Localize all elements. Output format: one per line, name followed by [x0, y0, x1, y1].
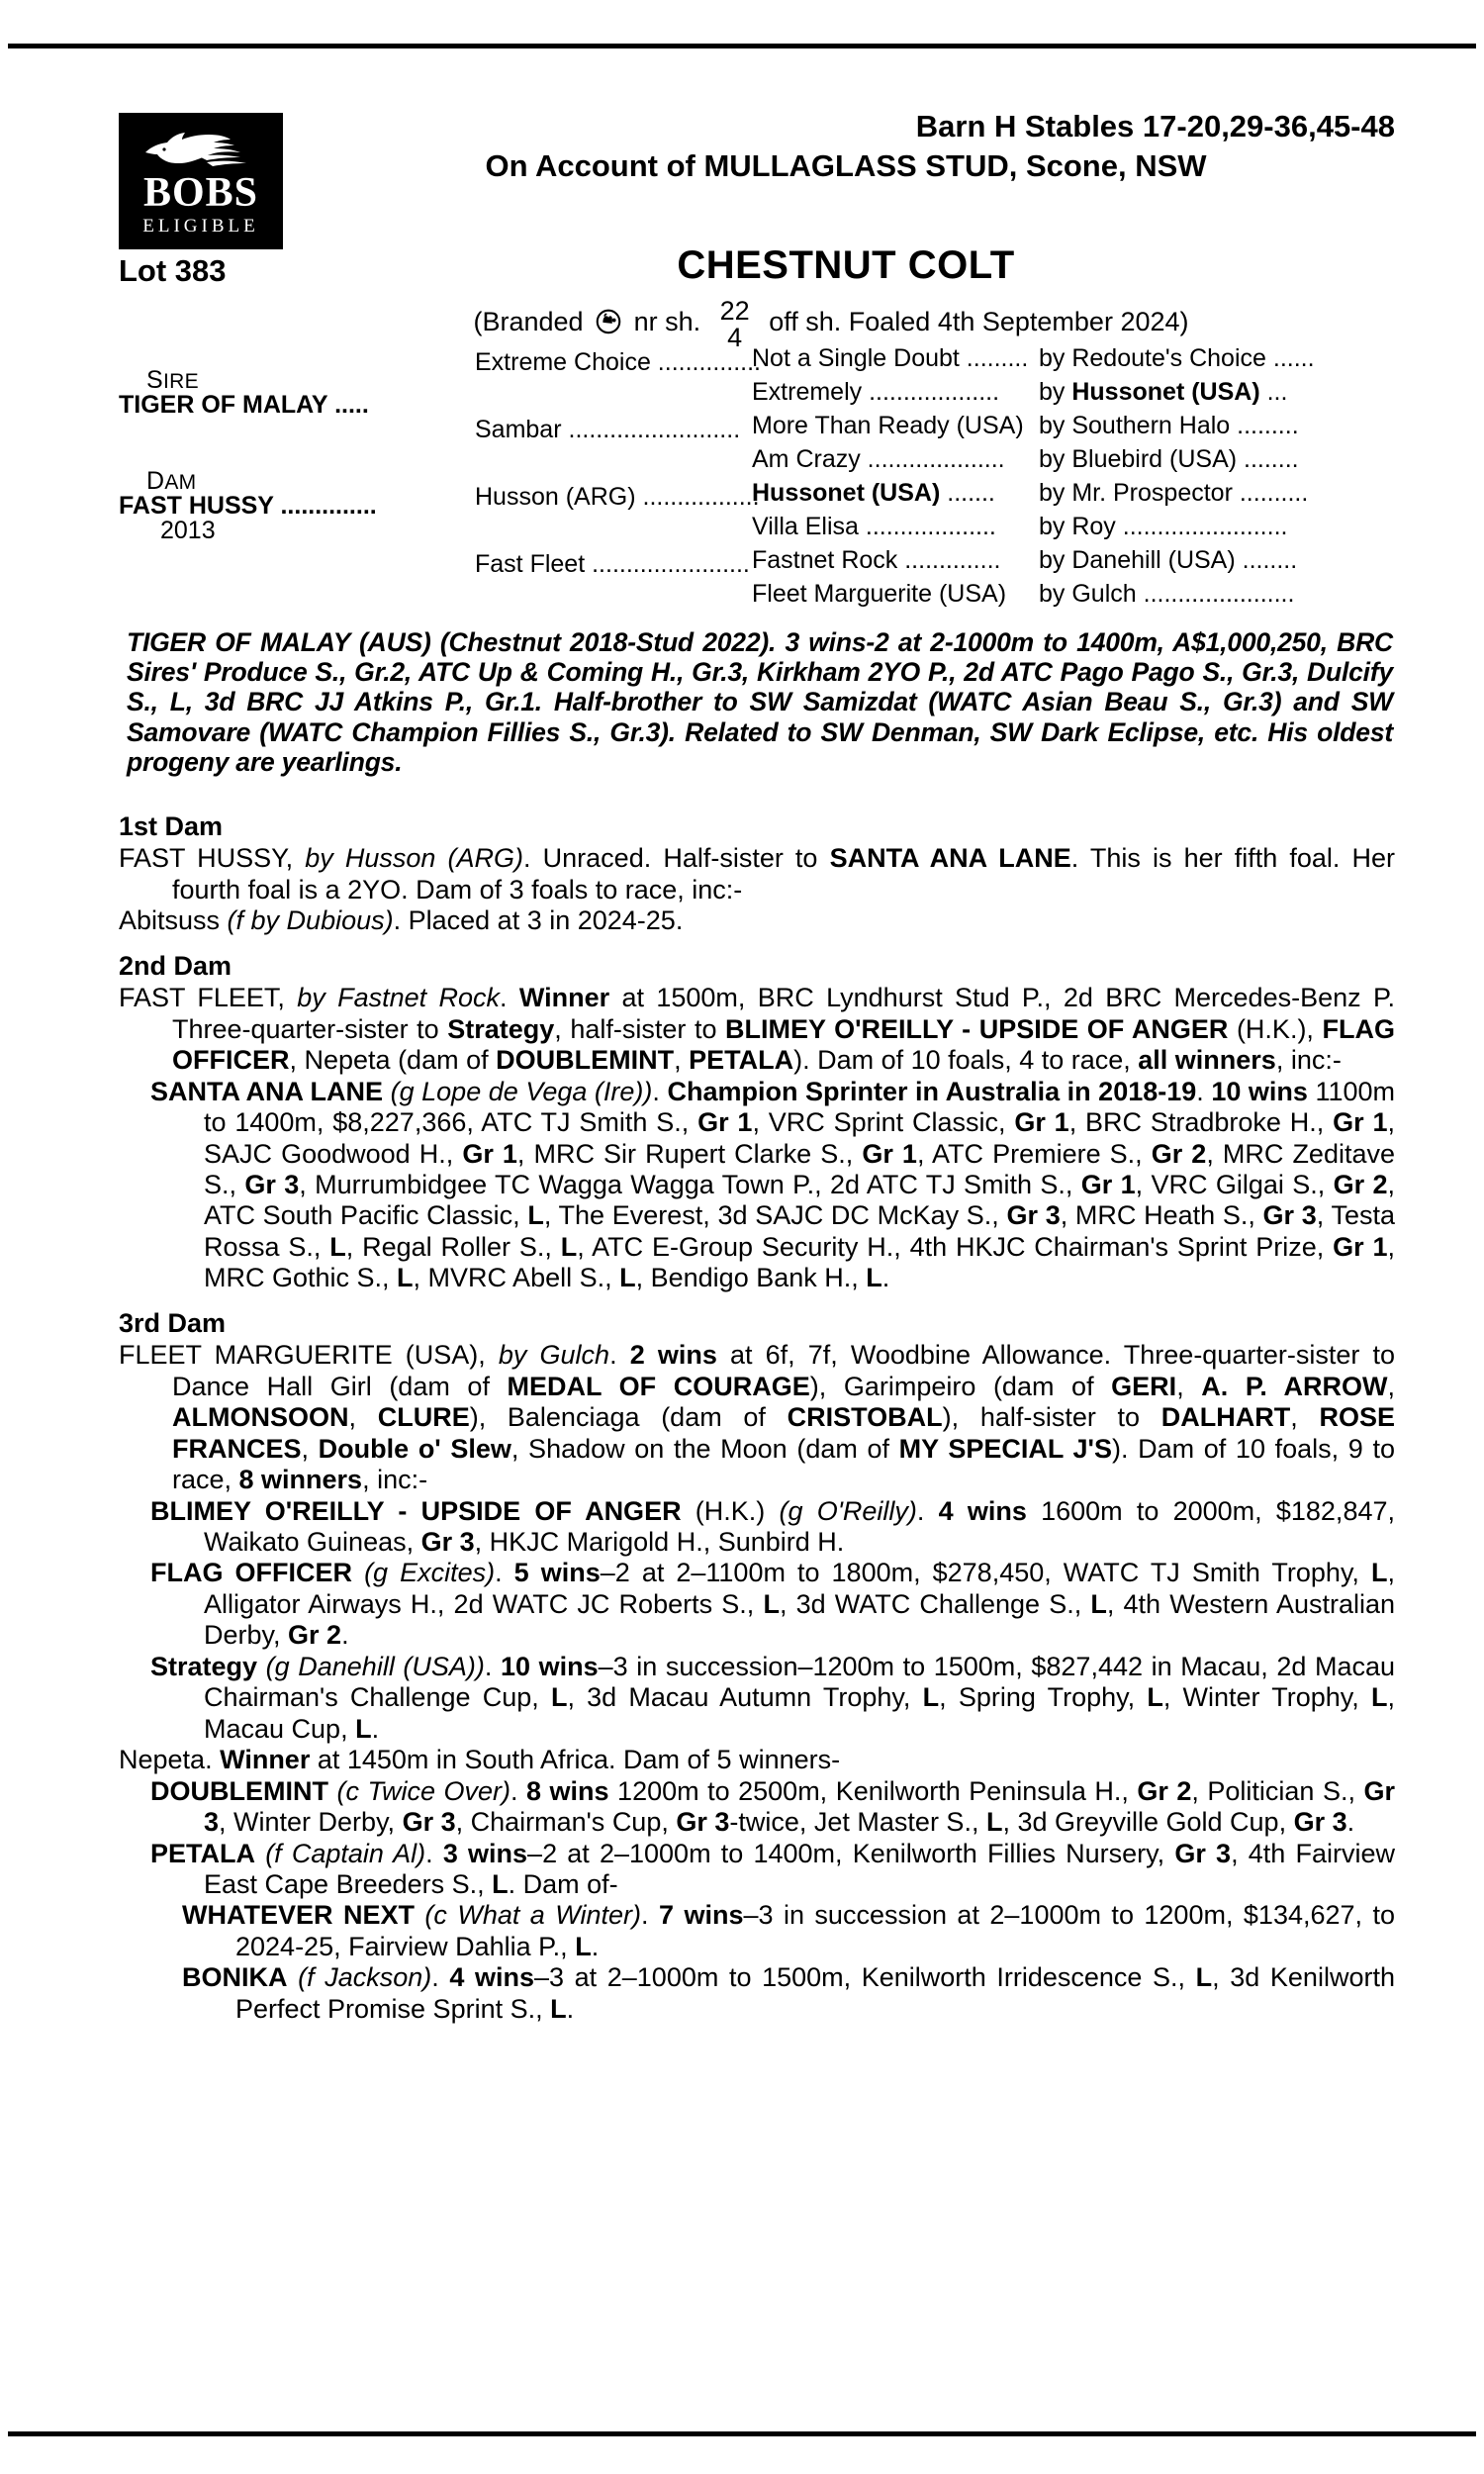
- grandparent-row: Extreme Choice ...............: [475, 350, 761, 376]
- top-divider: [8, 44, 1476, 48]
- bobs-logo-word: BOBS: [142, 170, 259, 217]
- pedigree-entry: BLIMEY O'REILLY - UPSIDE OF ANGER (H.K.) (g O'Reilly). 4 wins 1600m to 2000m, $182,847, Waikato Guineas, Gr 3, HKJC Marigold H., Sunbird H.: [150, 1495, 1395, 1557]
- brand-denominator: 4: [727, 323, 743, 352]
- section-heading-2nd-dam: 2nd Dam: [119, 950, 232, 981]
- bobs-logo-sub: ELIGIBLE: [142, 215, 259, 237]
- ggp-name: Fastnet Rock ..............: [752, 548, 1001, 574]
- pedigree-notes: [119, 811, 1395, 2025]
- dam-year: 2013: [160, 517, 216, 544]
- ggp-name: Villa Elisa ...................: [752, 515, 996, 540]
- page-content: [119, 95, 1396, 2024]
- brand-symbol-icon: [594, 306, 623, 335]
- pedigree-table: [119, 346, 1395, 616]
- ggp-name: More Than Ready (USA): [752, 414, 1024, 439]
- ggp-name: Hussonet (USA) .......: [752, 481, 995, 507]
- pedigree-entry: FAST FLEET, by Fastnet Rock. Winner at 1500m, BRC Lyndhurst Stud P., 2d BRC Mercedes-Benz P. Three-quarter-sister to Strategy, half-sister to BLIMEY O'REILLY - UPSIDE OF ANGER (H.K.), FLAG OFFICER, Nepeta (dam of DOUBLEMINT, PETALA). Dam of 10 foals, 4 to race, all winners, inc:-: [119, 983, 1396, 1076]
- ggp-by: by Bluebird (USA) ........: [1039, 447, 1299, 473]
- dam-role-label: DAM: [146, 467, 197, 495]
- branded-near-side: nr sh.: [633, 307, 701, 337]
- bobs-eligible-logo: [119, 113, 283, 249]
- grandparent-row: Sambar .........................: [475, 418, 741, 443]
- pedigree-entry: BONIKA (f Jackson). 4 wins–3 at 2–1000m to 1500m, Kenilworth Irridescence S., L, 3d Kenilworth Perfect Promise Sprint S., L.: [182, 1962, 1395, 2024]
- section-heading-3rd-dam: 3rd Dam: [119, 1307, 227, 1338]
- pedigree-entry: DOUBLEMINT (c Twice Over). 8 wins 1200m to 2500m, Kenilworth Peninsula H., Gr 2, Politician S., Gr 3, Winter Derby, Gr 3, Chairman's Cup, Gr 3-twice, Jet Master S., L, 3d Greyville Gold Cup, Gr 3.: [150, 1775, 1395, 1838]
- pedigree-entry: FLEET MARGUERITE (USA), by Gulch. 2 wins at 6f, 7f, Woodbine Allowance. Three-quarter-sister to Dance Hall Girl (dam of MEDAL OF COURAGE), Garimpeiro (dam of GERI, A. P. ARROW, ALMONSOON, CLURE), Balenciaga (dam of CRISTOBAL), half-sister to DALHART, ROSE FRANCES, Double o' Slew, Shadow on the Moon (dam of MY SPECIAL J'S). Dam of 10 foals, 9 to race, 8 winners, inc:-: [119, 1340, 1395, 1495]
- branded-prefix: (Branded: [473, 307, 584, 337]
- ggp-name: Not a Single Doubt .........: [752, 346, 1029, 372]
- great-grandparent-row: [752, 548, 1395, 582]
- dam-block: [119, 469, 475, 543]
- branding-line: [267, 297, 1395, 350]
- brand-numerator: 22: [719, 296, 750, 326]
- pedigree-entry: SANTA ANA LANE (g Lope de Vega (Ire)). Champion Sprinter in Australia in 2018-19. 10 wins 1100m to 1400m, $8,227,366, ATC TJ Smith S., Gr 1, VRC Sprint Classic, Gr 1, BRC Stradbroke H., Gr 1, SAJC Goodwood H., Gr 1, MRC Sir Rupert Clarke S., Gr 1, ATC Premiere S., Gr 2, MRC Zeditave S., Gr 3, Murrumbidgee TC Wagga Wagga Town P., 2d ATC TJ Smith S., Gr 1, VRC Gilgai S., Gr 2, ATC South Pacific Classic, L, The Everest, 3d SAJC DC McKay S., Gr 3, MRC Heath S., Gr 3, Testa Rossa S., L, Regal Roller S., L, ATC E-Group Security H., 4th HKJC Chairman's Sprint Prize, Gr 1, MRC Gothic S., L, MVRC Abell S., L, Bendigo Bank H., L.: [150, 1076, 1395, 1293]
- bottom-divider: [8, 2431, 1476, 2436]
- sire-role-label: SIRE: [146, 366, 199, 394]
- pedigree-entry: FLAG OFFICER (g Excites). 5 wins–2 at 2–1100m to 1800m, $278,450, WATC TJ Smith Trophy, L, Alligator Airways H., 2d WATC JC Roberts S., L, 3d WATC Challenge S., L, 4th Western Australian Derby, Gr 2.: [150, 1558, 1396, 1651]
- pedigree-entry: WHATEVER NEXT (c What a Winter). 7 wins–3 in succession at 2–1000m to 1200m, $134,627, to 2024-25, Fairview Dahlia P., L.: [182, 1900, 1395, 1961]
- section-body-1st-dam: [119, 843, 1395, 936]
- branded-suffix: off sh. Foaled 4th September 2024): [769, 307, 1189, 337]
- brand-number-stack: [720, 298, 750, 351]
- great-grandparent-row: [752, 414, 1395, 447]
- great-grandparent-row: [752, 380, 1395, 414]
- barn-stables-line: Barn H Stables 17-20,29-36,45-48: [915, 109, 1395, 143]
- lot-number: Lot 383: [119, 253, 227, 288]
- grandparent-row: Fast Fleet .......................: [475, 552, 750, 578]
- great-grandparent-row: [752, 346, 1395, 380]
- great-grandparent-row: [752, 515, 1395, 548]
- pedigree-great-grandparents-column: [752, 346, 1395, 616]
- on-account-line: On Account of MULLAGLASS STUD, Scone, NSW: [485, 148, 1207, 183]
- sire-description: TIGER OF MALAY (AUS) (Chestnut 2018-Stud 2022). 3 wins-2 at 2-1000m to 1400m, A$1,000,250, BRC Sires' Produce S., Gr.2, ATC Up & Coming H., Gr.3, Kirkham 2YO P., 2d ATC Pago Pago S., Gr.3, Dulcify S., L, 3d BRC JJ Atkins P., Gr.1. Half-brother to SW Samizdat (WATC Asian Beau S., Gr.3) and SW Samovare (WATC Champion Fillies S., Gr.3). Related to SW Denman, SW Dark Eclipse, etc. His oldest progeny are yearlings.: [127, 627, 1393, 777]
- ggp-by: by Danehill (USA) ........: [1039, 548, 1298, 574]
- ggp-name: Extremely ...................: [752, 380, 1000, 406]
- grandparent-row: Husson (ARG) .................: [475, 485, 760, 511]
- pedigree-grandparents-column: [475, 346, 761, 616]
- sire-block: [119, 368, 475, 418]
- pedigree-entry: Abitsuss (f by Dubious). Placed at 3 in 2024-25.: [119, 905, 684, 936]
- ggp-by: by Mr. Prospector ..........: [1039, 481, 1309, 507]
- ggp-by: by Hussonet (USA) ...: [1039, 380, 1288, 406]
- pedigree-entry: Nepeta. Winner at 1450m in South Africa. Dam of 5 winners-: [119, 1745, 841, 1775]
- pedigree-parents-column: [119, 346, 475, 616]
- dam-name: FAST HUSSY ..............: [119, 492, 377, 520]
- ggp-name: Fleet Marguerite (USA): [752, 582, 1007, 608]
- page-header: [119, 95, 1395, 352]
- horse-head-icon: [138, 127, 264, 172]
- pedigree-entry: FAST HUSSY, by Husson (ARG). Unraced. Half-sister to SANTA ANA LANE. This is her fifth foal. Her fourth foal is a 2YO. Dam of 3 foals to race, inc:-: [119, 843, 1395, 904]
- great-grandparent-row: [752, 582, 1395, 616]
- ggp-by: by Gulch ......................: [1039, 582, 1295, 608]
- pedigree-entry: PETALA (f Captain Al). 3 wins–2 at 2–1000m to 1400m, Kenilworth Fillies Nursery, Gr 3, 4th Fairview East Cape Breeders S., L. Dam of-: [150, 1838, 1395, 1899]
- pedigree-entry: Strategy (g Danehill (USA)). 10 wins–3 in succession–1200m to 1500m, $827,442 in Macau, 2d Macau Chairman's Challenge Cup, L, 3d Macau Autumn Trophy, L, Spring Trophy, L, Winter Trophy, L, Macau Cup, L.: [150, 1651, 1396, 1744]
- ggp-name: Am Crazy ....................: [752, 447, 1005, 473]
- great-grandparent-row: [752, 447, 1395, 481]
- ggp-by: by Redoute's Choice ......: [1039, 346, 1315, 372]
- section-heading-1st-dam: 1st Dam: [119, 811, 224, 841]
- ggp-by: by Southern Halo .........: [1039, 414, 1299, 439]
- section-body-2nd-dam: [119, 983, 1395, 1294]
- ggp-by: by Roy ........................: [1039, 515, 1288, 540]
- page-title: CHESTNUT COLT: [677, 243, 1015, 287]
- section-body-3rd-dam: [119, 1340, 1395, 2025]
- sire-name: TIGER OF MALAY .....: [119, 391, 369, 419]
- great-grandparent-row: [752, 481, 1395, 515]
